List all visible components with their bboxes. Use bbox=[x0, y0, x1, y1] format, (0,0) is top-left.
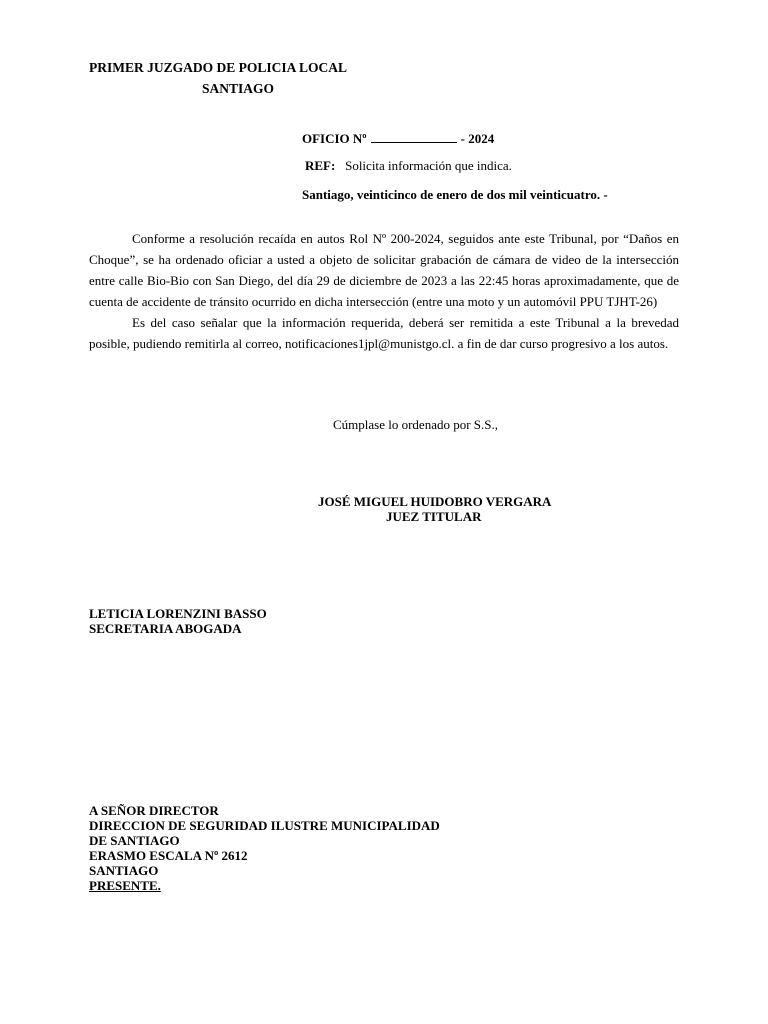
oficio-line bbox=[302, 130, 494, 147]
body-paragraph-2: Es del caso señalar que la información requerida, deberá ser remitida a este Tribunal a la brevedad posible, pudiendo remitirla al correo, notificaciones1jpl@munistgo.cl. a fin de dar curso progresivo a los autos. bbox=[89, 315, 679, 351]
judge-title: JUEZ TITULAR bbox=[386, 509, 482, 524]
oficio-suffix: - 2024 bbox=[460, 131, 495, 146]
addressee-line-6: PRESENTE. bbox=[89, 878, 161, 893]
ref-line bbox=[305, 158, 512, 174]
addressee-line-2: DIRECCION DE SEGURIDAD ILUSTRE MUNICIPALIDAD bbox=[89, 818, 440, 833]
ref-label: REF: bbox=[305, 158, 336, 173]
body-paragraph-1: Conforme a resolución recaída en autos Rol Nº 200-2024, seguidos ante este Tribunal, por “Daños en Choque”, se ha ordenado oficiar a usted a objeto de solicitar grabación de cámara de video de la intersección entre calle Bio-Bio con San Diego, del día 29 de diciembre de 2023 a las 22:45 horas aproximadamente, que de cuenta de accidente de tránsito ocurrido en dicha intersección (entre una moto y un automóvil PPU TJHT-26) bbox=[89, 231, 679, 309]
secretary-name: LETICIA LORENZINI BASSO bbox=[89, 606, 267, 621]
letter-body bbox=[89, 228, 679, 354]
ref-text: Solicita información que indica. bbox=[345, 158, 512, 173]
addressee-line-1: A SEÑOR DIRECTOR bbox=[89, 803, 219, 818]
addressee-block bbox=[89, 803, 440, 893]
closing-line: Cúmplase lo ordenado por S.S., bbox=[333, 417, 499, 432]
oficio-label: OFICIO Nº bbox=[302, 131, 367, 146]
addressee-line-5: SANTIAGO bbox=[89, 863, 159, 878]
judge-name: JOSÉ MIGUEL HUIDOBRO VERGARA bbox=[318, 494, 552, 509]
oficio-number-blank bbox=[371, 130, 457, 143]
court-city: SANTIAGO bbox=[202, 81, 275, 96]
secretary-title: SECRETARIA ABOGADA bbox=[89, 621, 242, 636]
addressee-line-3: DE SANTIAGO bbox=[89, 833, 180, 848]
addressee-line-4: ERASMO ESCALA Nº 2612 bbox=[89, 848, 248, 863]
date-line: Santiago, veinticinco de enero de dos mil veinticuatro. - bbox=[302, 187, 608, 202]
court-name: PRIMER JUZGADO DE POLICIA LOCAL bbox=[89, 60, 348, 75]
